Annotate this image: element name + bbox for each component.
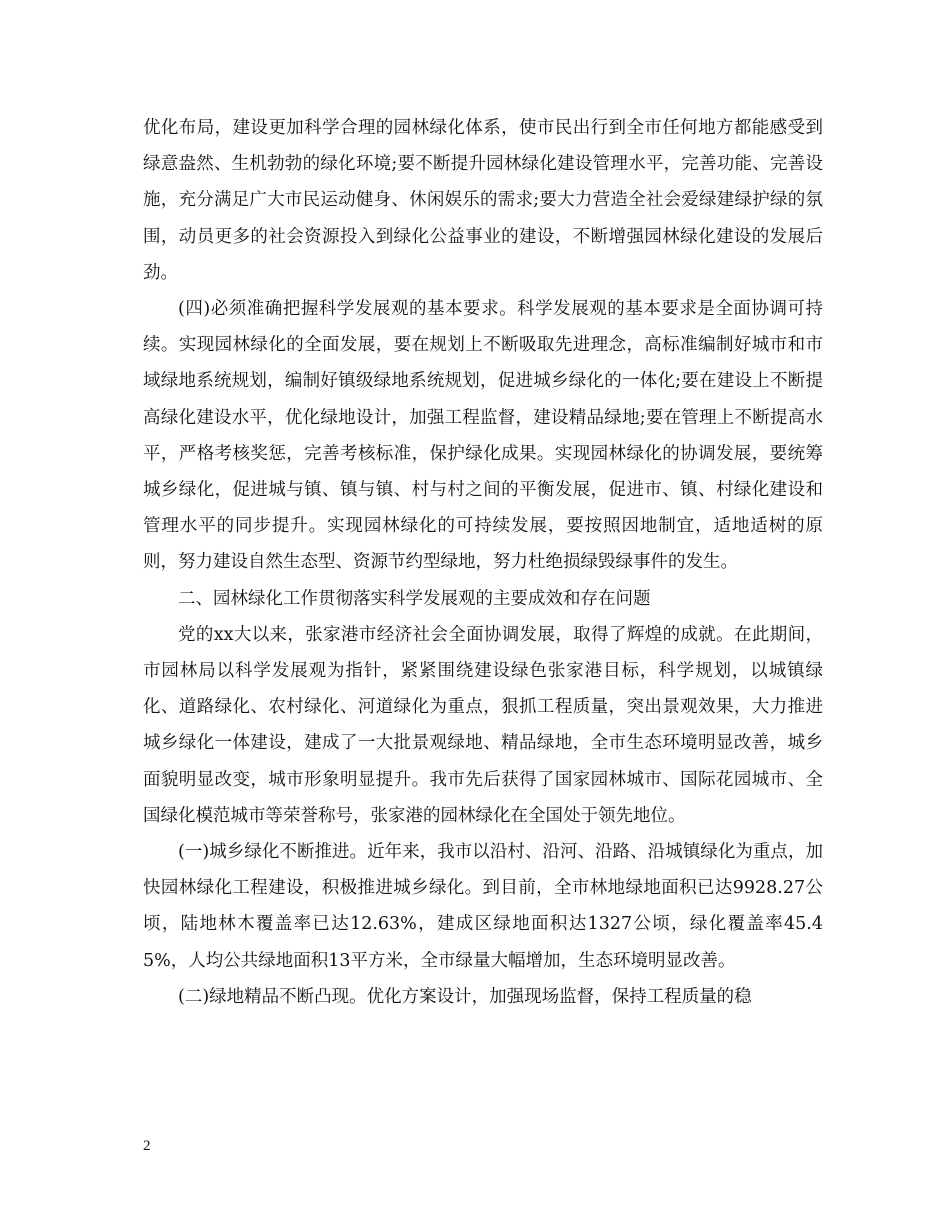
document-body — [143, 110, 823, 1015]
paragraph: (四)必须准确把握科学发展观的基本要求。科学发展观的基本要求是全面协调可持续。实现园林绿化的全面发展，要在规划上不断吸取先进理念，高标准编制好城市和市域绿地系统规划，编制好镇级绿地系统规划，促进城乡绿化的一体化;要在建设上不断提高绿化建设水平，优化绿地设计，加强工程监督，建设精品绿地;要在管理上不断提高水平，严格考核奖惩，完善考核标准，保护绿化成果。实现园林绿化的协调发展，要统筹城乡绿化，促进城与镇、镇与镇、村与村之间的平衡发展，促进市、镇、村绿化建设和管理水平的同步提升。实现园林绿化的可持续发展，要按照因地制宜，适地适树的原则，努力建设自然生态型、资源节约型绿地，努力杜绝损绿毁绿事件的发生。 — [143, 299, 823, 573]
page-number: 2 — [143, 1138, 151, 1154]
paragraph: (一)城乡绿化不断推进。近年来，我市以沿村、沿河、沿路、沿城镇绿化为重点，加快园林绿化工程建设，积极推进城乡绿化。到目前，全市林地绿地面积已达9928.27公顷，陆地林木覆盖率已达12.63%，建成区绿地面积达1327公顷，绿化覆盖率45.45%，人均公共绿地面积13平方米，全市绿量大幅增加，生态环境明显改善。 — [143, 842, 823, 971]
section-heading: 二、园林绿化工作贯彻落实科学发展观的主要成效和存在问题 — [178, 588, 651, 609]
paragraph: 优化布局，建设更加科学合理的园林绿化体系，使市民出行到全市任何地方都能感受到绿意盎然、生机勃勃的绿化环境;要不断提升园林绿化建设管理水平，完善功能、完善设施，充分满足广大市民运动健身、休闲娱乐的需求;要大力营造全社会爱绿建绿护绿的氛围，动员更多的社会资源投入到绿化公益事业的建设，不断增强园林绿化建设的发展后劲。 — [143, 118, 823, 283]
paragraph: 党的xx大以来，张家港市经济社会全面协调发展，取得了辉煌的成就。在此期间，市园林局以科学发展观为指针，紧紧围绕建设绿色张家港目标，科学规划，以城镇绿化、道路绿化、农村绿化、河道绿化为重点，狠抓工程质量，突出景观效果，大力推进城乡绿化一体建设，建成了一大批景观绿地、精品绿地，全市生态环境明显改善，城乡面貌明显改变，城市形象明显提升。我市先后获得了国家园林城市、国际花园城市、全国绿化模范城市等荣誉称号，张家港的园林绿化在全国处于领先地位。 — [143, 624, 823, 826]
paragraph: (二)绿地精品不断凸现。优化方案设计，加强现场监督，保持工程质量的稳 — [178, 986, 752, 1007]
